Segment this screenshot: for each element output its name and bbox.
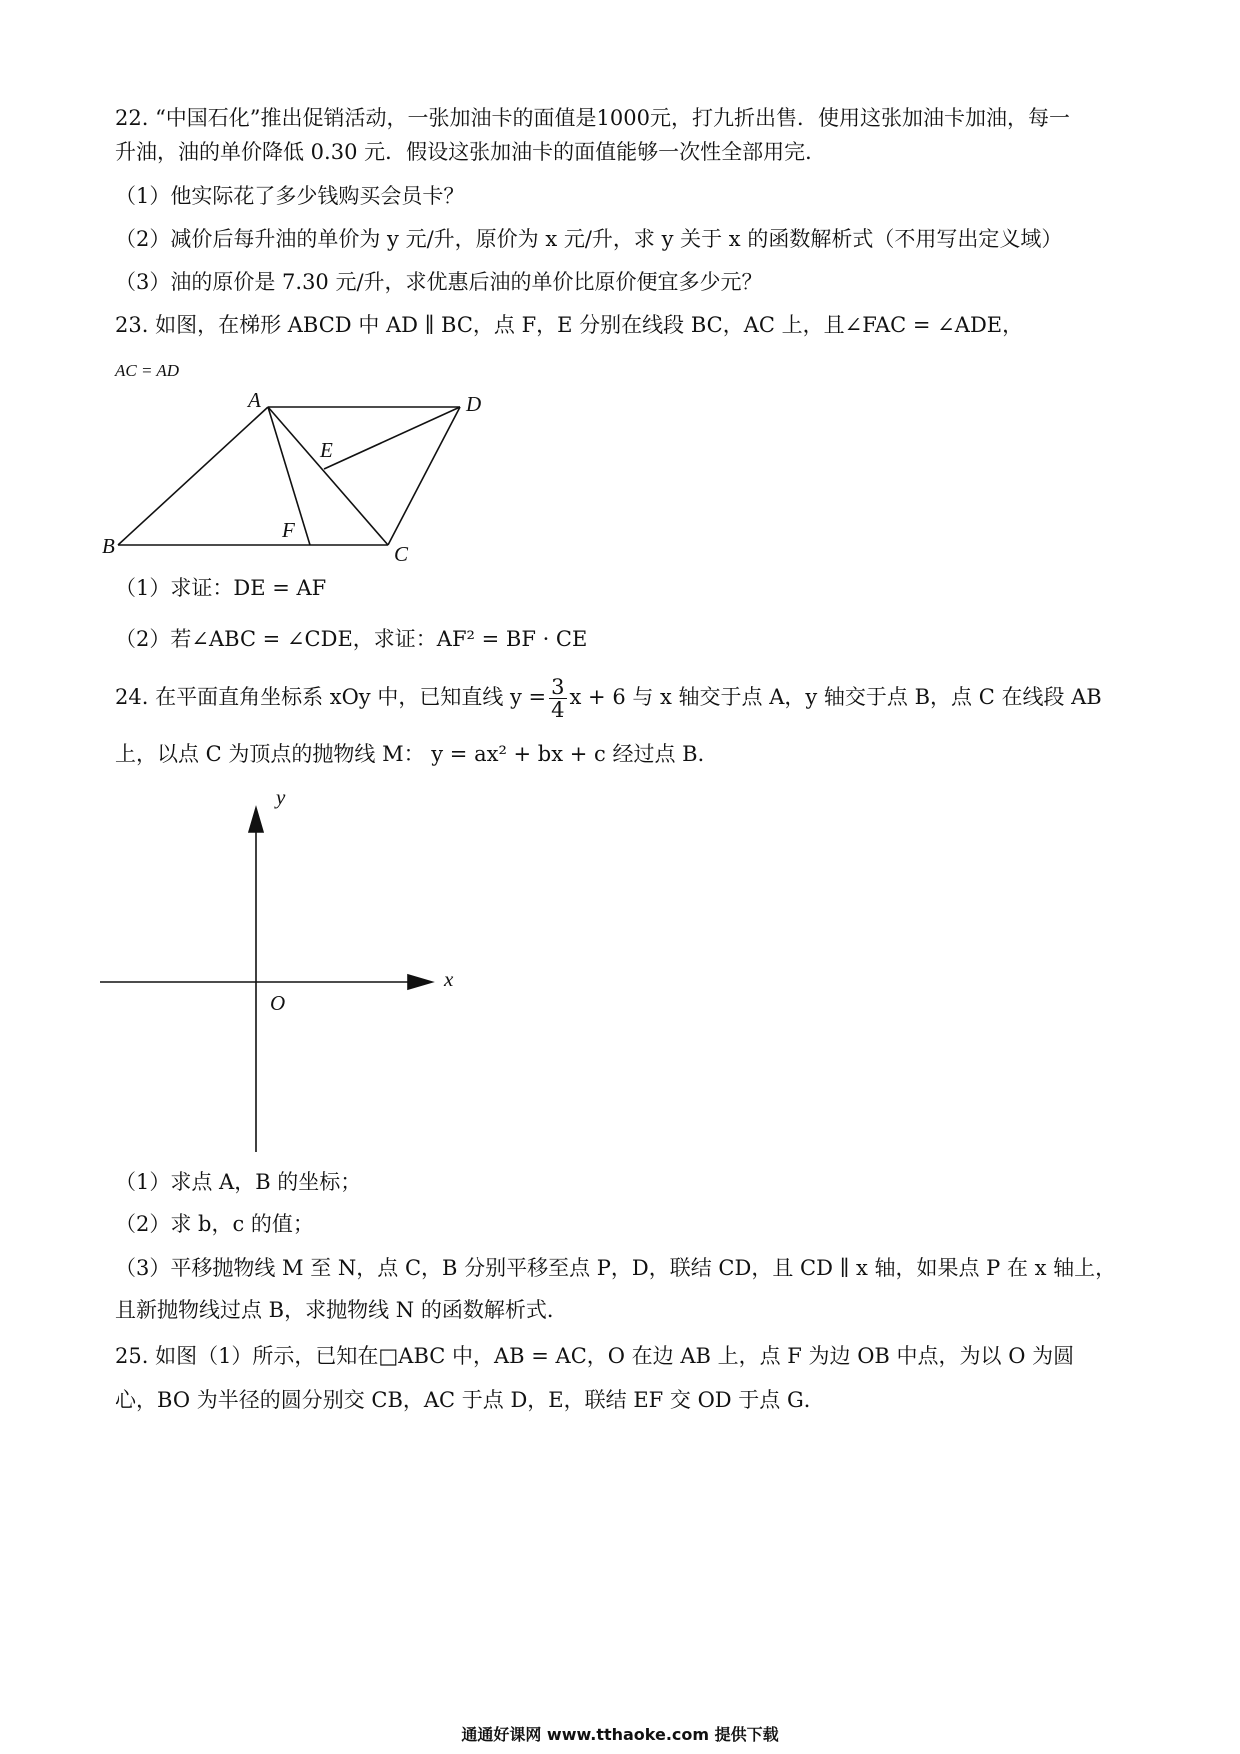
q23-line1: 23. 如图，在梯形 ABCD 中 AD ∥ BC，点 F，E 分别在线段 BC，AC 上，且∠FAC = ∠ADE， [115, 313, 1024, 337]
q22-part1: （1）他实际花了多少钱购买会员卡？ [115, 184, 465, 208]
y-axis-arrow-icon [249, 808, 263, 832]
q25-line1: 25. 如图（1）所示，已知在□ABC 中，AB = AC，O 在边 AB 上，点 F 为边 OB 中点，为以 O 为圆 [115, 1344, 1075, 1368]
q24-line2: 上，以点 C 为顶点的抛物线 M： y = ax² + bx + c 经过点 B． [115, 742, 719, 766]
fraction-denominator: 4 [551, 698, 565, 722]
label-B: B [102, 534, 115, 558]
x-axis-arrow-icon [408, 975, 432, 989]
label-E: E [320, 438, 333, 462]
q22-part2: （2）减价后每升油的单价为 y 元/升，原价为 x 元/升，求 y 关于 x 的函数解析式（不用写出定义域） [115, 227, 1063, 251]
q24-part3-line2: 且新抛物线过点 B，求抛物线 N 的函数解析式． [115, 1298, 568, 1322]
q22-line2: 升油，油的单价降低 0.30 元．假设这张加油卡的面值能够一次性全部用完． [115, 140, 827, 164]
coordinate-axes-figure [100, 790, 480, 1170]
y-axis-label: y [276, 790, 286, 809]
q24-part3-line1: （3）平移抛物线 M 至 N，点 C，B 分别平移至点 P，D，联结 CD，且 CD ∥ x 轴，如果点 P 在 x 轴上， [115, 1256, 1117, 1280]
fraction-numerator: 3 [551, 675, 565, 699]
label-D: D [466, 392, 482, 416]
label-C: C [394, 542, 409, 566]
label-F: F [282, 518, 295, 542]
page-footer: 通通好课网 www.tthaoke.com 提供下载 [461, 1725, 779, 1744]
origin-label: O [270, 991, 286, 1015]
label-A: A [248, 388, 261, 412]
q24-line1 [115, 675, 1102, 735]
q25-line2: 心，BO 为半径的圆分别交 CB，AC 于点 D，E，联结 EF 交 OD 于点 G． [115, 1388, 825, 1412]
q24-line1-start: 24. 在平面直角坐标系 xOy 中，已知直线 y = [115, 685, 547, 709]
fraction-three-quarters [549, 676, 566, 721]
q23-part2: （2）若∠ABC = ∠CDE，求证：AF² = BF · CE [115, 627, 588, 651]
trapezoid-figure [100, 385, 560, 575]
q24-line1-end: x + 6 与 x 轴交于点 A，y 轴交于点 B，点 C 在线段 AB [569, 685, 1102, 709]
q24-part2: （2）求 b，c 的值； [115, 1212, 314, 1236]
q22-part3: （3）油的原价是 7.30 元/升，求优惠后油的单价比原价便宜多少元？ [115, 270, 763, 294]
q23-line2: AC = AD [115, 361, 180, 380]
x-axis-label: x [444, 967, 454, 991]
q24-part1: （1）求点 A，B 的坐标； [115, 1170, 362, 1194]
q22-line1: 22. “中国石化”推出促销活动，一张加油卡的面值是1000元，打九折出售．使用这张加油卡加油，每一 [115, 106, 1070, 130]
q23-part1: （1）求证：DE = AF [115, 576, 327, 600]
